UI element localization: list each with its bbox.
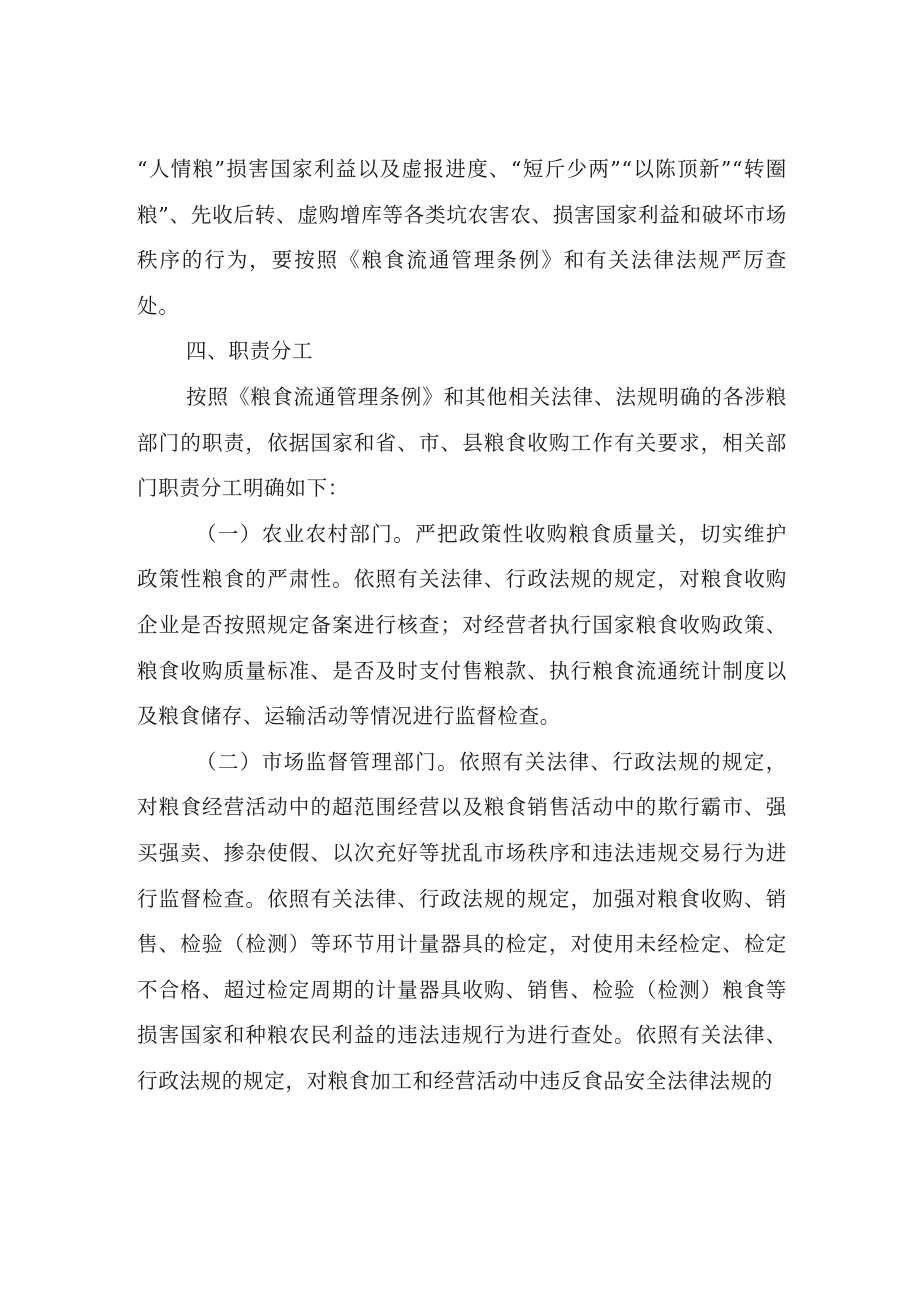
document-body [137, 147, 787, 1104]
section-heading: 四、职责分工 [186, 339, 314, 364]
paragraph-market-supervision: （二）市场监督管理部门。依照有关法律、行政法规的规定，对粮食经营活动中的超范围经营以及粮食销售活动中的欺行霸市、强买强卖、掺杂使假、以次充好等扰乱市场秩序和违法违规交易行为进行监督检查。依照有关法律、行政法规的规定，加强对粮食收购、销售、检验（检测）等环节用计量器具的检定，对使用未经检定、检定不合格、超过检定周期的计量器具收购、销售、检验（检测）粮食等损害国家和种粮农民利益的违法违规行为进行查处。依照有关法律、行政法规的规定，对粮食加工和经营活动中违反食品安全法律法规的 [137, 749, 787, 1093]
paragraph-intro: 按照《粮食流通管理条例》和其他相关法律、法规明确的各涉粮部门的职责，依据国家和省、市、县粮食收购工作有关要求，相关部门职责分工明确如下： [137, 384, 787, 501]
paragraph-continuation: “人情粮”损害国家利益以及虚报进度、“短斤少两”“以陈顶新”“转圈粮”、先收后转、虚购增库等各类坑农害农、损害国家利益和破坏市场秩序的行为，要按照《粮食流通管理条例》和有关法律法规严厉查处。 [137, 157, 787, 318]
paragraph-agriculture: （一）农业农村部门。严把政策性收购粮食质量关，切实维护政策性粮食的严肃性。依照有关法律、行政法规的规定，对粮食收购企业是否按照规定备案进行核查；对经营者执行国家粮食收购政策、粮食收购质量标准、是否及时支付售粮款、执行粮食流通统计制度以及粮食储存、运输活动等情况进行监督检查。 [137, 521, 787, 729]
